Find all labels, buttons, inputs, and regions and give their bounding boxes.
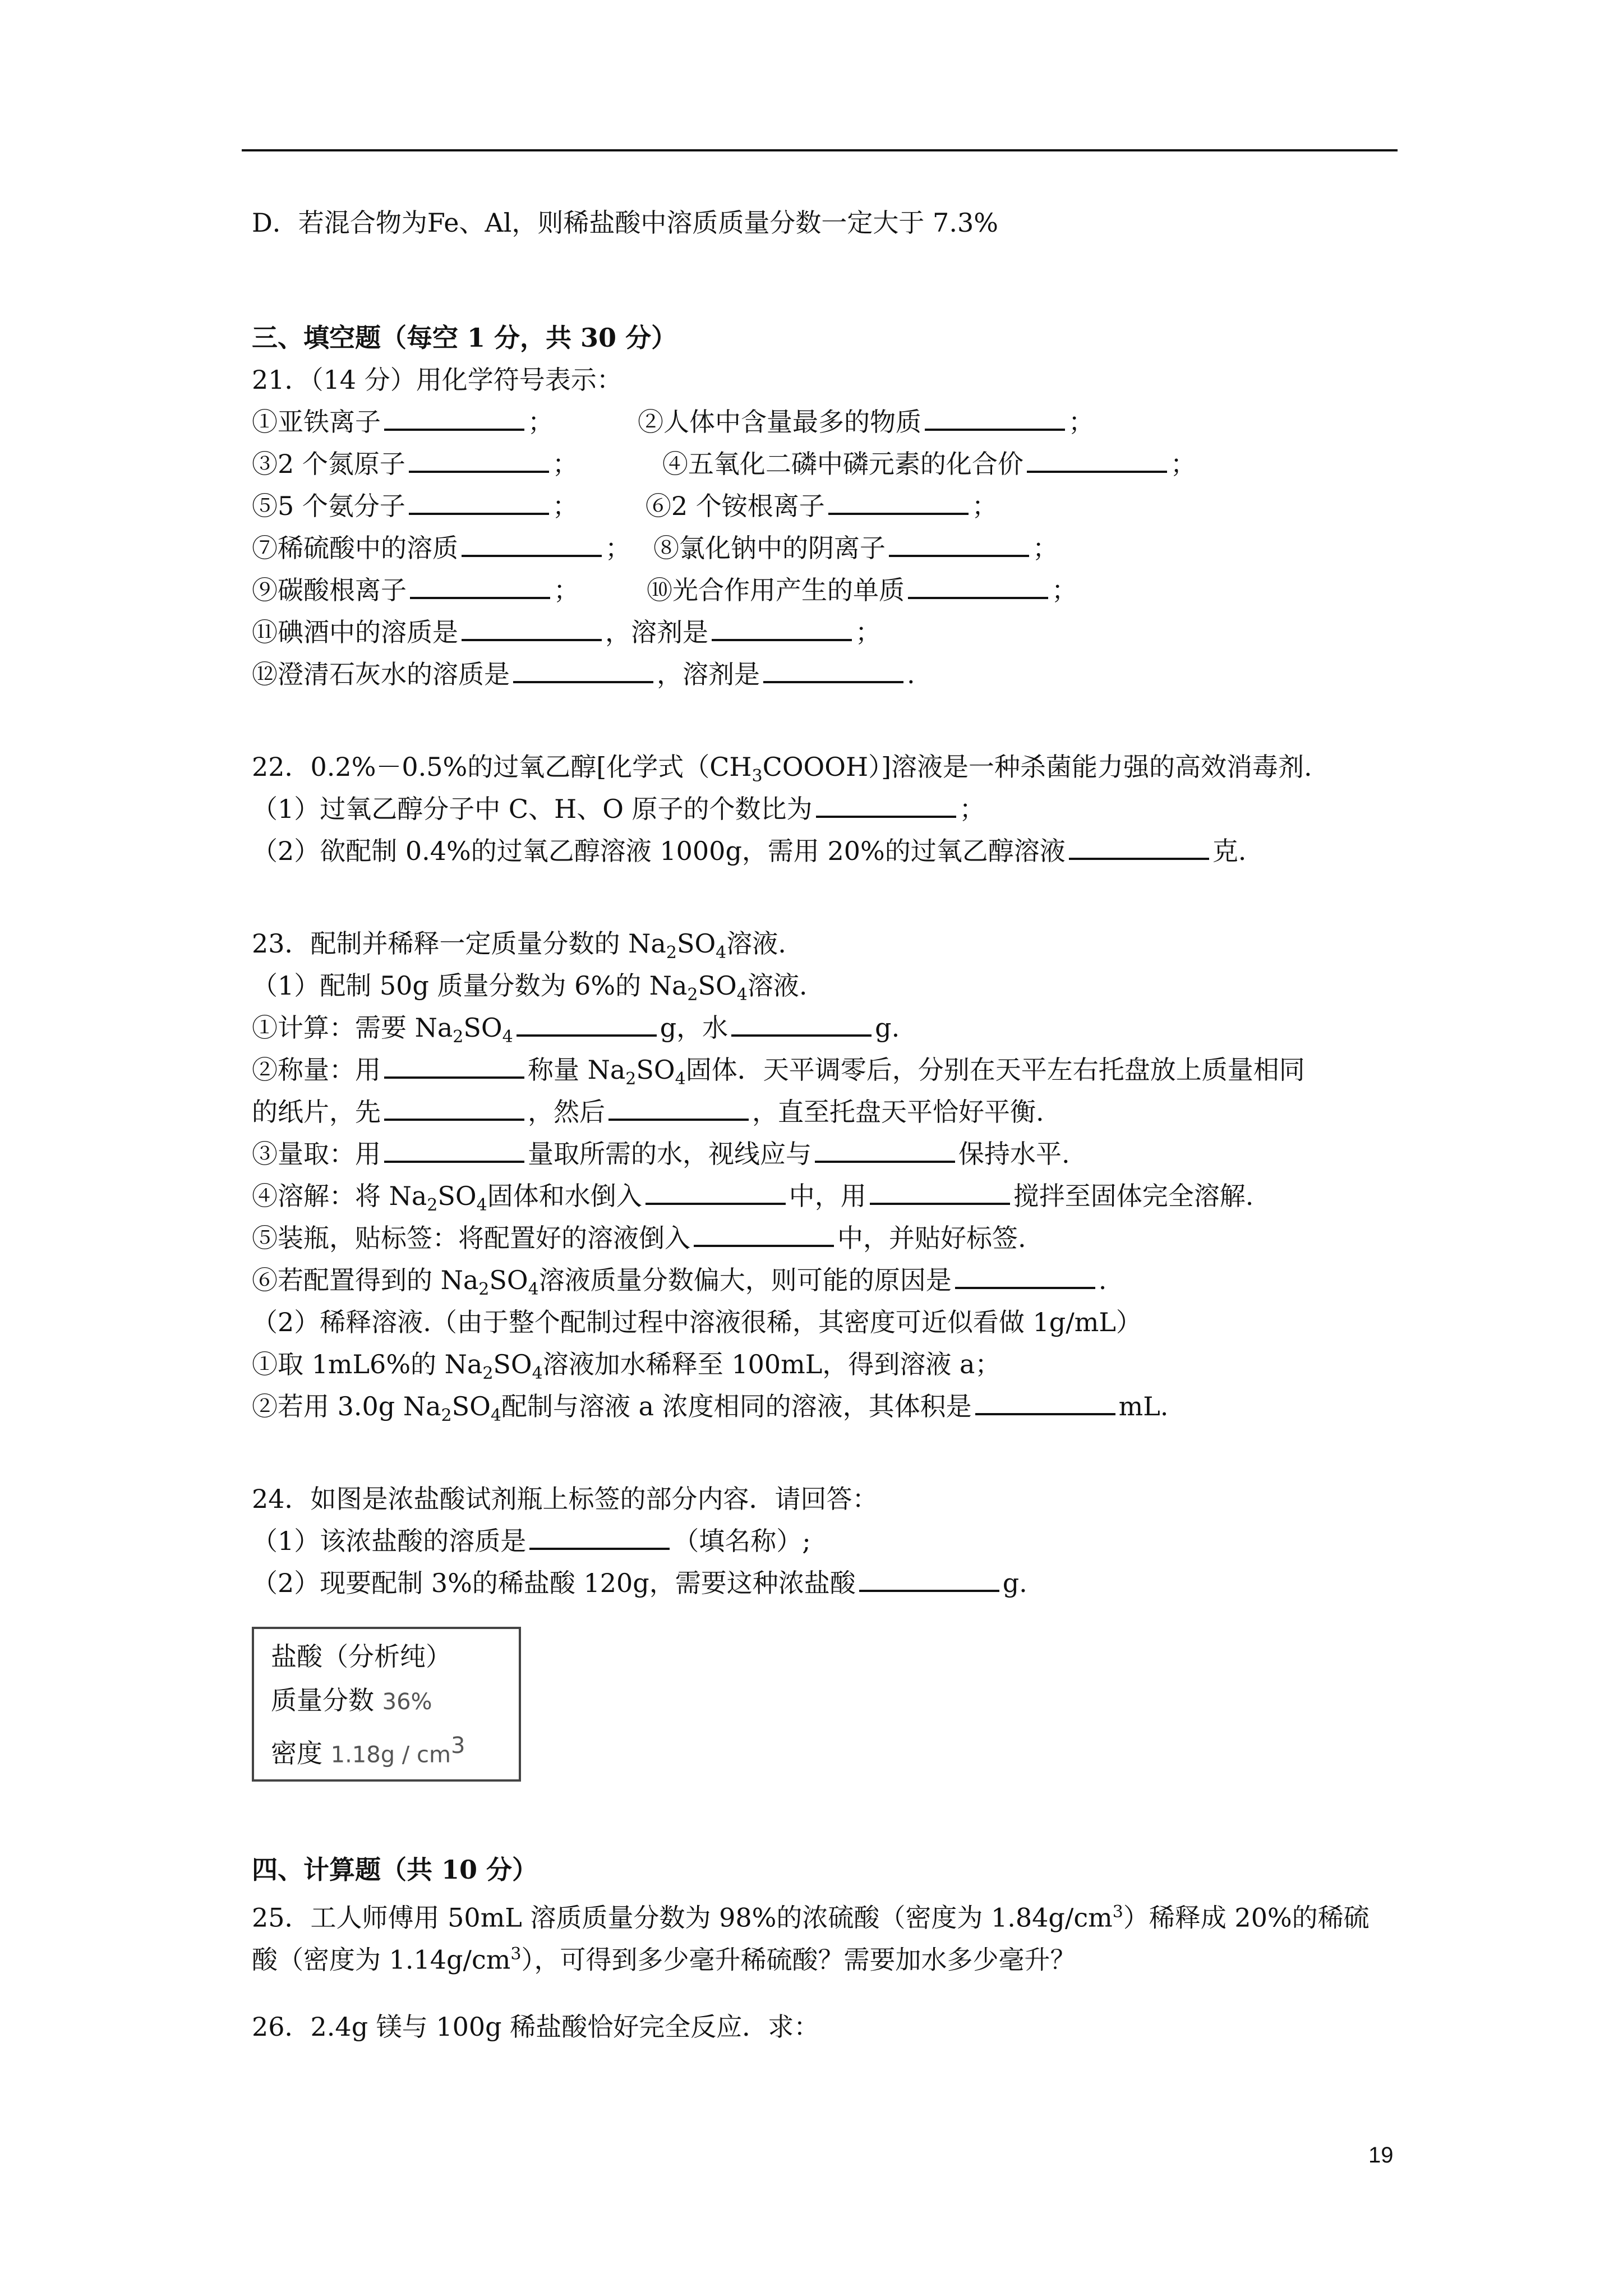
blank[interactable] [513,656,653,683]
blank[interactable] [462,530,602,557]
section3-title: 三、填空题（每空 1 分，共 30 分） [252,323,677,353]
blank[interactable] [409,488,549,515]
q22-part1: （1）过氧乙醇分子中 C、H、O 原子的个数比为 ； [252,788,1398,830]
blank[interactable] [645,1178,786,1205]
blank[interactable] [529,1523,670,1550]
q23-dilute1: ①取 1mL6%的 $Na_2SO_4$溶液加水稀释至 100mL，得到溶液 a； [252,1349,1001,1384]
q20-option-d: D．若混合物为Fe、Al，则稀盐酸中溶质质量分数一定大于 7.3% [252,208,998,238]
blank[interactable] [384,1094,524,1121]
label-density: 密度 $1.18g / cm^3$ [271,1733,465,1769]
q24-part2: （2）现要配制 3%的稀盐酸 120g，需要这种浓盐酸 g. [252,1562,1398,1604]
q25-line1: 25．工人师傅用 50mL 溶质质量分数为 98%的浓硫酸（密度为 $1.84g/cm^3$）稀释成 20%的稀硫 [252,1902,1370,1933]
blank[interactable] [859,1565,999,1592]
q21-row2: ③2 个氮原子 ； ④五氧化二磷中磷元素的化合价 ； [252,443,1398,485]
blank[interactable] [816,791,956,818]
blank[interactable] [384,404,524,431]
section4-title: 四、计算题（共 10 分） [252,1855,538,1885]
blank[interactable] [608,1094,749,1121]
blank[interactable] [462,614,602,641]
blank[interactable] [384,1052,524,1079]
blank[interactable] [694,1220,834,1247]
q25-line2: 酸（密度为 $1.14g/cm^3$），可得到多少毫升稀硫酸？需要加水多少毫升？ [252,1944,1076,1975]
blank[interactable] [925,404,1065,431]
blank[interactable] [908,572,1048,599]
blank[interactable] [828,488,969,515]
q23-part2: （2）稀释溶液.（由于整个配制过程中溶液很稀，其密度可近似看做 1g/mL） [252,1307,1142,1337]
q23-dilute2: ②若用 3.0g $Na_2SO_4$配制与溶液 a 浓度相同的溶液，其体积是 mL. [252,1386,1398,1428]
blank[interactable] [384,1136,524,1163]
q23-step2-cont: 的纸片，先 ，然后 ，直至托盘天平恰好平衡. [252,1091,1398,1133]
q23-step1: ①计算：需要 $Na_2SO_4$ g，水 g. [252,1007,1398,1049]
q23-part1: （1）配制 50g 质量分数为 6%的 $Na_2SO_4$溶液. [252,970,808,1005]
q21-row5: ⑨碳酸根离子 ； ⑩光合作用产生的单质 ； [252,569,1398,611]
q21-row4: ⑦稀硫酸中的溶质 ； ⑧氯化钠中的阴离子 ； [252,527,1398,569]
q26-stem: 26．2.4g 镁与 100g 稀盐酸恰好完全反应．求： [252,2012,820,2042]
reagent-label [252,1627,521,1782]
q22-stem: 22．0.2%－0.5%的过氧乙醇[化学式$(CH_3COOOH)$]溶液是一种杀菌能力强的高效消毒剂. [252,752,1312,786]
q23-step3: ③量取：用 量取所需的水，视线应与 保持水平. [252,1133,1398,1175]
q21-row3: ⑤5 个氨分子 ； ⑥2 个铵根离子 ； [252,485,1398,527]
q21-row7: ⑫澄清石灰水的溶质是 ，溶剂是 . [252,654,1398,696]
header-rule [242,149,1398,151]
blank[interactable] [815,1136,955,1163]
q23-stem: 23．配制并稀释一定质量分数的 $Na_2SO_4$溶液. [252,928,786,963]
blank[interactable] [712,614,852,641]
q21-row6: ⑪碘酒中的溶质是 ，溶剂是 ； [252,611,1398,654]
q24-stem: 24．如图是浓盐酸试剂瓶上标签的部分内容．请回答： [252,1484,878,1514]
blank[interactable] [763,656,903,683]
blank[interactable] [1069,833,1209,860]
page-content [252,202,1398,2048]
page-number: 19 [1368,2143,1394,2168]
blank[interactable] [975,1388,1115,1415]
label-mass-fraction: 质量分数 36% [271,1685,432,1715]
blank[interactable] [517,1010,657,1037]
blank[interactable] [955,1262,1095,1289]
q23-step6: ⑥若配置得到的 $Na_2SO_4$溶液质量分数偏大，则可能的原因是 . [252,1259,1398,1301]
blank[interactable] [889,530,1029,557]
q22-part2: （2）欲配制 0.4%的过氧乙醇溶液 1000g，需用 20%的过氧乙醇溶液 克. [252,830,1398,872]
q23-step5: ⑤装瓶，贴标签：将配置好的溶液倒入 中，并贴好标签. [252,1217,1398,1259]
blank[interactable] [1027,446,1167,473]
label-title: 盐酸（分析纯） [271,1641,451,1672]
q23-step4: ④溶解：将 $Na_2SO_4$固体和水倒入 中，用 搅拌至固体完全溶解. [252,1175,1398,1217]
blank[interactable] [409,446,549,473]
q21-row1: ①亚铁离子 ； ②人体中含量最多的物质 ； [252,401,1398,443]
blank[interactable] [870,1178,1010,1205]
q24-part1: （1）该浓盐酸的溶质是 （填名称）; [252,1520,1398,1562]
blank[interactable] [731,1010,872,1037]
blank[interactable] [410,572,550,599]
q21-stem: 21．（14 分）用化学符号表示： [252,365,623,395]
q23-step2: ②称量：用 称量 $Na_2SO_4$固体．天平调零后，分别在天平左右托盘放上质量相同 [252,1049,1398,1091]
